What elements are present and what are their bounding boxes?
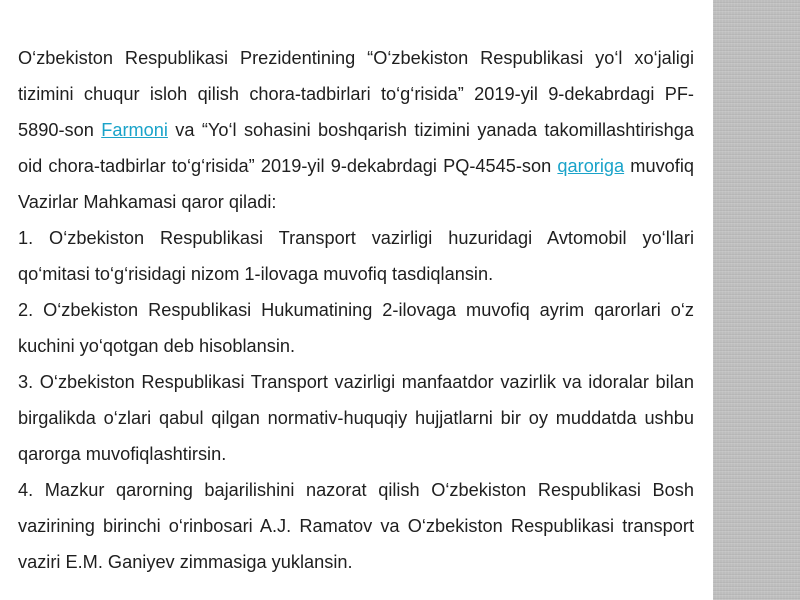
item-3: 3. O‘zbekiston Respublikasi Transport vazirligi manfaatdor vazirlik va idoralar bilan birgalikda o‘zlari qabul qilgan normativ-huquqiy hujjatlarni bir oy muddatda ushbu qarorga muvofiqlashtirsin. — [18, 372, 694, 464]
item-1: 1. O‘zbekiston Respublikasi Transport vazirligi huzuridagi Avtomobil yo‘llari qo‘mitasi to‘g‘risidagi nizom 1-ilovaga muvofiq tasdiqlansin. — [18, 228, 694, 284]
qaroriga-link[interactable]: qaroriga — [557, 156, 625, 176]
item-4: 4. Mazkur qarorning bajarilishini nazorat qilish O‘zbekiston Respublikasi Bosh vazirining birinchi o‘rinbosari A.J. Ramatov va O‘zbekiston Respublikasi transport vaziri E.M. Ganiyev zimmasiga yuklansin. — [18, 480, 694, 572]
preamble-text-3: muvofiq Vazirlar Mahkamasi qaror qiladi: — [18, 156, 694, 212]
preamble-text-2: va “Yo‘l sohasini boshqarish tizimini yanada takomillashtirishga oid chora-tadbirlar to‘g‘risida” 2019-yil 9-dekabrdagi PQ-4545-son — [18, 120, 694, 176]
preamble-paragraph — [18, 40, 694, 220]
item-2: 2. O‘zbekiston Respublikasi Hukumatining 2-ilovaga muvofiq ayrim qarorlari o‘z kuchini yo‘qotgan deb hisoblansin. — [18, 300, 694, 356]
side-panel — [713, 0, 800, 600]
preamble-text-1: O‘zbekiston Respublikasi Prezidentining “O‘zbekiston Respublikasi yo‘l xo‘jaligi tizimini chuqur isloh qilish chora-tadbirlari to‘g‘risida” 2019-yil 9-dekabrdagi PF-5890-son — [18, 48, 694, 140]
farmoni-link[interactable]: Farmoni — [101, 120, 168, 140]
document-body — [18, 40, 694, 580]
